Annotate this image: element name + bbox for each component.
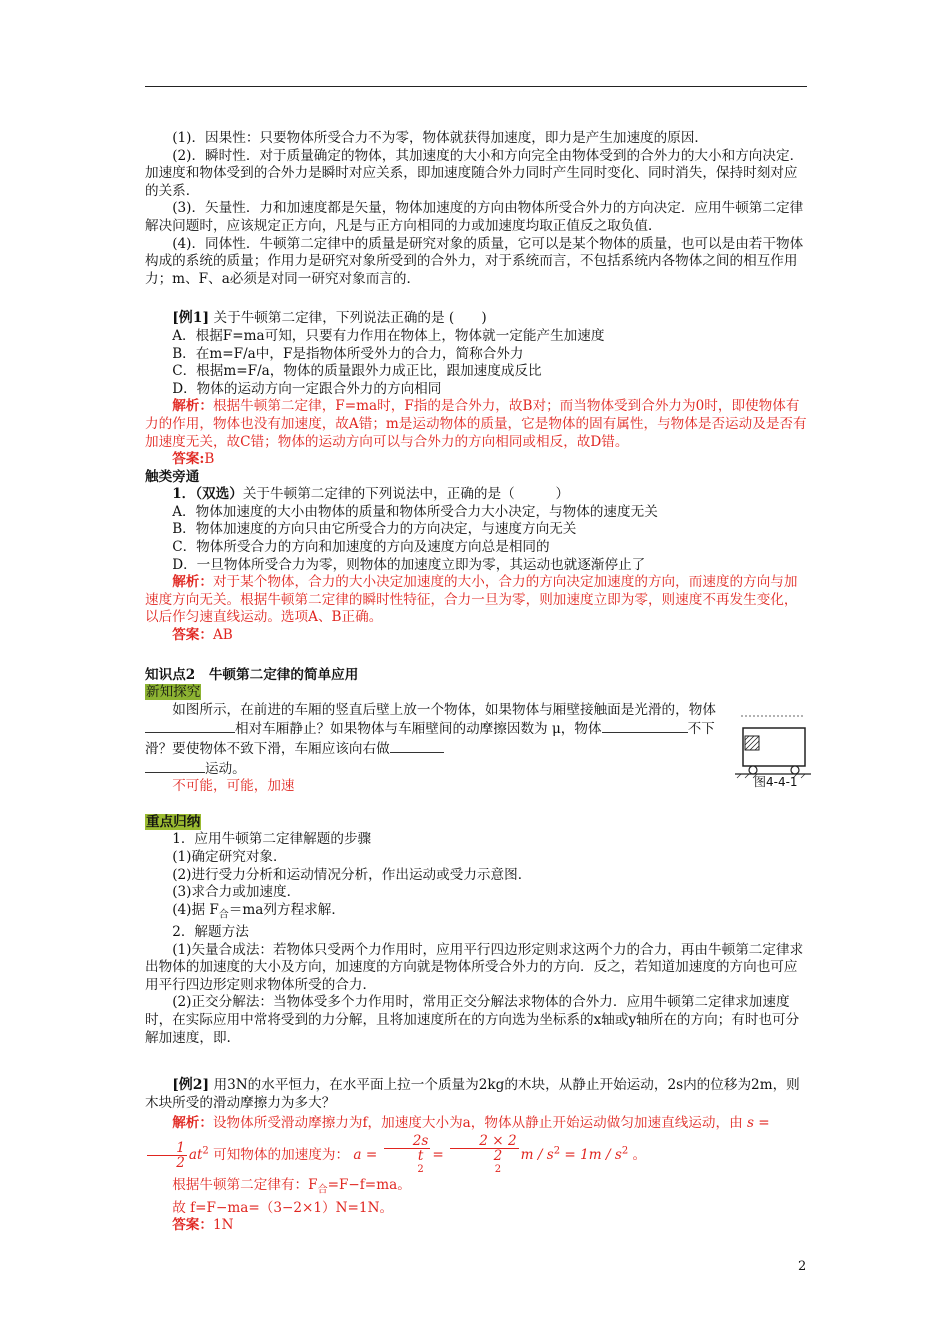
example2-calc: 故 f=F−ma=（3−2×1）N=1N。 <box>172 1199 394 1216</box>
practice-number: 1． <box>172 486 196 503</box>
property-causality: (1)．因果性：只要物体所受合力不为零，物体就获得加速度，即力是产生加速度的原因． <box>172 130 709 146</box>
method-title: 2．解题方法 <box>172 924 249 941</box>
example1-question-text: 关于牛顿第二定律，下列说法正确的是 ( ) <box>213 310 487 327</box>
practice-option-b: B．物体加速度的方向只由它所受合力的方向决定，与速度方向无关 <box>172 521 577 538</box>
figure-caption: 图4-4-1 <box>754 775 798 789</box>
explore-text-b: 相对车厢静止？如果物体与车厢壁间的动摩擦因数为 μ，物体 <box>235 721 602 738</box>
example1-analysis <box>145 398 807 451</box>
explore-label: 新知探究 <box>146 684 201 701</box>
practice-analysis-text: 对于某个物体，合力的大小决定加速度的大小，合力的方向决定加速度的方向，而速度的方向与加速度方向无关。根据牛顿第二定律的瞬时性特征，合力一旦为零，则加速度立即为零，则速度不再发生变化，以后作匀速直线运动。选项A、B正确。 <box>145 574 798 626</box>
practice-option-a: A．物体加速度的大小由物体的质量和物体所受合力大小决定，与物体的速度无关 <box>172 503 658 520</box>
practice-answer <box>145 627 807 645</box>
fraction-2s-t2: 2s t 2 <box>384 1134 431 1177</box>
summary-line-5: (4)据 $F_合=ma$列方程求解． <box>172 901 345 921</box>
blank-1 <box>145 719 235 733</box>
example1-answer-label: 答案: <box>172 451 205 468</box>
blank-3-cont <box>145 759 205 773</box>
explore-answer: 不可能，可能，加速 <box>172 778 295 795</box>
practice-analysis-label: 解析： <box>172 574 213 591</box>
explore-text-c: 不下滑？要使物体不致下滑，车厢应该向右做 <box>145 721 715 757</box>
explore-text-a: 如图所示，在前进的车厢的竖直后壁上放一个物体，如果物体与厢壁接触面是光滑的，物体 <box>172 701 716 718</box>
example2-analysis: 解析：设物体所受滑动摩擦力为f，加速度大小为a，物体从静止开始运动做匀加速直线运动，由 s = $\frac{1}{2}$ $at^2$ 可知物体的加速度为： a = 2s t 2 = 2 × 2 2 2 $m / s^2 = 1m / s^2$ 。 <box>145 1112 807 1177</box>
example1-label: [例1] <box>172 310 210 327</box>
explore-question <box>145 702 720 796</box>
summary-line-4: (3)求合力或加速度． <box>172 884 301 901</box>
example1-option-a: A．根据F=ma可知，只要有力作用在物体上，物体就一定能产生加速度 <box>172 327 605 344</box>
summary-line-1: 1．应用牛顿第二定律解题的步骤 <box>172 831 372 848</box>
property-instantaneity: (2)．瞬时性．对于质量确定的物体，其加速度的大小和方向完全由物体受到的合外力的大小和方向决定．加速度和物体受到的合外力是瞬时对应关系，即加速度随合外力同时产生同时变化、同时消失，保持时刻对应的关系． <box>145 147 804 199</box>
header-rule <box>145 86 807 87</box>
fraction-one-half: $\frac{1}{2}$ <box>147 1141 187 1170</box>
example1-analysis-label: 解析： <box>172 398 213 415</box>
example2-answer-label: 答案： <box>172 1217 213 1234</box>
example1-answer-value: B <box>204 451 215 468</box>
summary-line-3: (2)进行受力分析和运动情况分析，作出运动或受力示意图． <box>172 866 532 883</box>
example2-answer <box>145 1217 807 1235</box>
practice-question <box>145 486 807 504</box>
method-vector-synthesis: (1)矢量合成法：若物体只受两个力作用时，应用平行四边形定则求这两个力的合力，再由牛顿第二定律求出物体的加速度的大小及方向，加速度的方向就是物体所受合外力的方向．反之，若知道加速度的方向也可应用平行四边形定则求物体所受的合力． <box>145 941 804 993</box>
practice-heading: 触类旁通 <box>145 468 200 485</box>
practice-question-text: 关于牛顿第二定律的下列说法中，正确的是（ ） <box>242 486 570 503</box>
example2-answer-value: 1N <box>212 1217 234 1234</box>
example1-question <box>145 310 807 328</box>
property-same-body: (4)．同体性．牛顿第二定律中的质量是研究对象的质量，它可以是某个物体的质量，也可以是由若干物体构成的系统的质量；作用力是研究对象所受到的合外力，对于系统而言，不包括系统内各物体之间的相互作用力；m、F、a必须是对同一研究对象而言的． <box>145 235 804 287</box>
blank-3 <box>390 739 444 753</box>
example1-analysis-text: 根据牛顿第二定律，F=ma时，F指的是合外力，故B对；而当物体受到合外力为0时，即使物体有力的作用，物体也没有加速度，故A错；m是运动物体的质量，它是物体的固有属性，与物体是否运动及是否有加速度无关，故C错；物体的运动方向可以与合外力的方向相同或相反，故D错。 <box>145 398 807 450</box>
summary-label-row <box>145 814 807 832</box>
example2-analysis-label: 解析： <box>172 1115 213 1132</box>
section2-title: 知识点2 牛顿第二定律的简单应用 <box>145 666 359 683</box>
summary-label: 重点归纳 <box>146 813 201 830</box>
practice-answer-label: 答案： <box>172 627 213 644</box>
example1-option-c: C．根据m=F/a，物体的质量跟外力成正比，跟加速度成反比 <box>172 363 542 380</box>
example2-question-text: 用3N的水平恒力，在水平面上拉一个质量为2kg的木块，从静止开始运动，2s内的位移为2m，则木块所受的滑动摩擦力为多大？ <box>145 1077 800 1111</box>
blank-2 <box>602 719 688 733</box>
summary-line-2: (1)确定研究对象． <box>172 848 287 865</box>
example1-option-d: D．物体的运动方向一定跟合外力的方向相同 <box>172 380 442 397</box>
method-orthogonal-decomposition: (2)正交分解法：当物体受多个力作用时，常用正交分解法求物体的合外力．应用牛顿第二定律求加速度时，在实际应用中常将受到的力分解，且将加速度所在的方向选为坐标系的x轴或y轴所在的方向；有时也可分解加速度，即. <box>145 994 800 1046</box>
page-content <box>145 130 807 1235</box>
practice-option-c: C．物体所受合力的方向和加速度的方向及速度方向总是相同的 <box>172 539 550 556</box>
section2-explore-row <box>145 684 807 702</box>
example2-newton: 根据牛顿第二定律有：$F_合=F-f=ma$。 <box>172 1177 411 1197</box>
fraction-2x2-over-2-squared: 2 × 2 2 2 <box>450 1134 519 1177</box>
practice-tag: （双选） <box>195 486 243 503</box>
explore-text-d: 运动。 <box>205 760 246 777</box>
example1-answer <box>145 451 807 469</box>
example2-question <box>145 1077 807 1112</box>
practice-option-d: D．一旦物体所受合力为零，则物体的加速度立即为零，其运动也就逐渐停止了 <box>172 556 646 573</box>
example1-option-b: B．在m=F/a中，F是指物体所受外力的合力，简称合外力 <box>172 345 524 362</box>
practice-analysis <box>145 574 807 627</box>
property-vector: (3)．矢量性．力和加速度都是矢量，物体加速度的方向由物体所受合外力的方向决定．应用牛顿第二定律解决问题时，应该规定正方向，凡是与正方向相同的力或加速度均取正值反之取负值． <box>145 200 804 234</box>
page-number: 2 <box>798 1259 807 1274</box>
example2-label: [例2] <box>172 1077 210 1094</box>
practice-answer-value: AB <box>212 627 233 644</box>
